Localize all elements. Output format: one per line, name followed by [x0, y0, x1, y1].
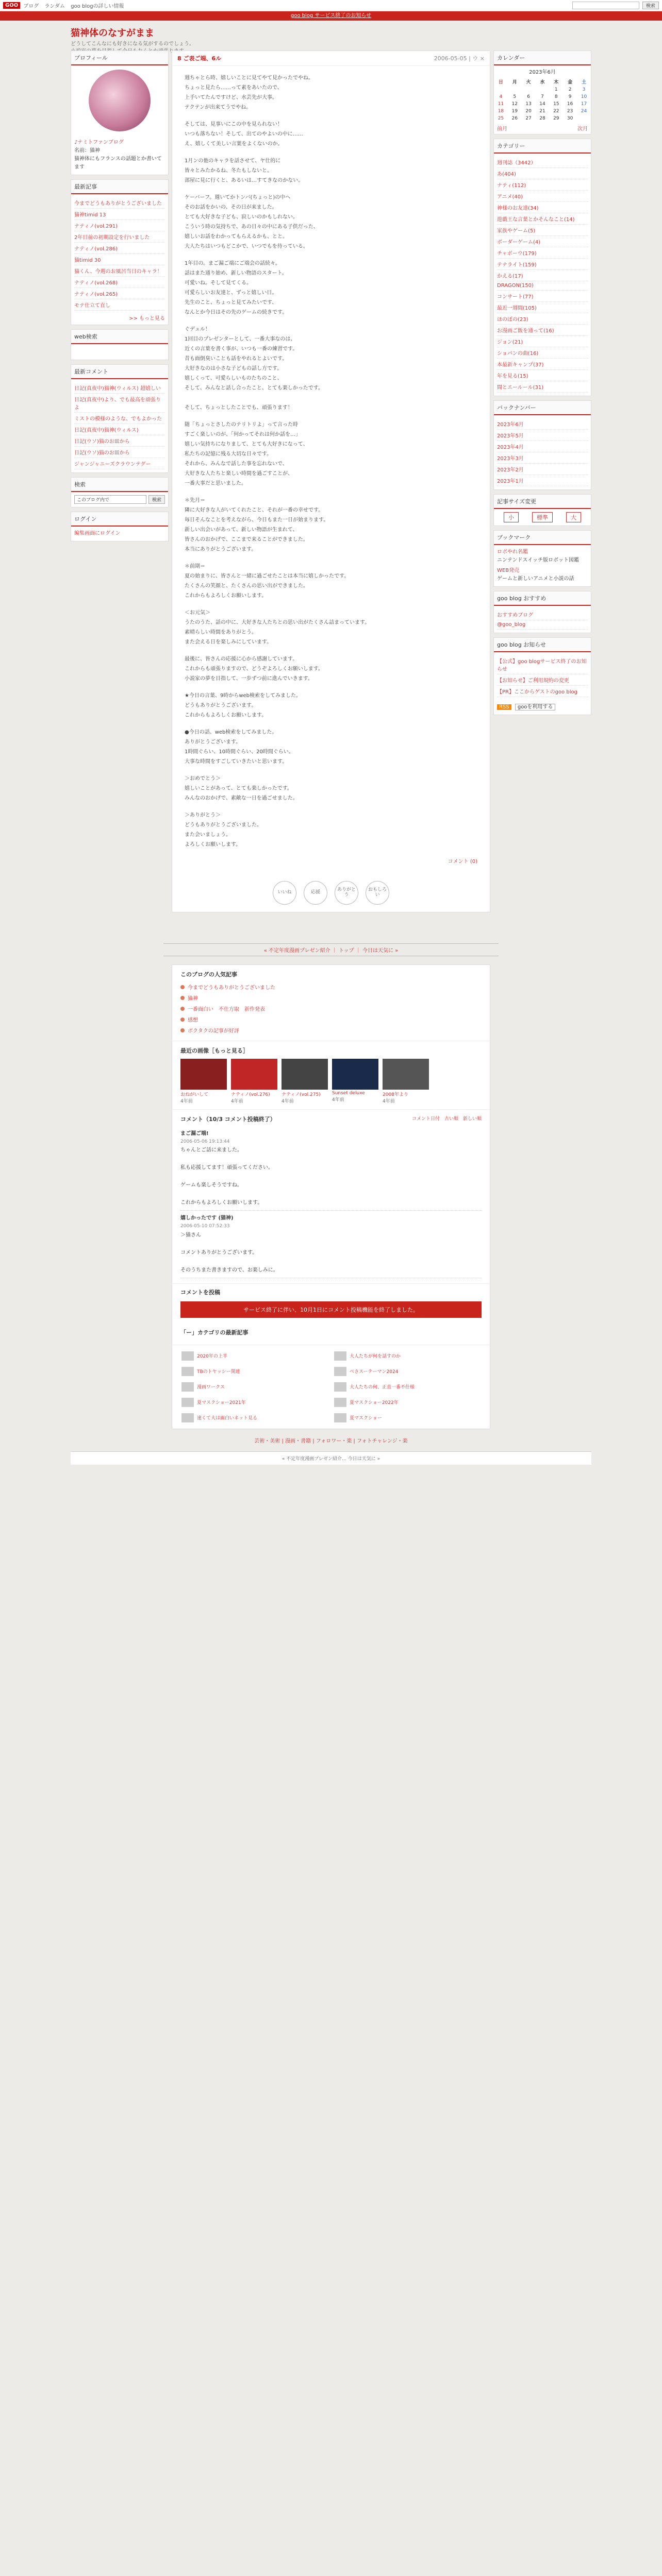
comment-author: 嬉しかったです (猫神)	[180, 1215, 234, 1222]
left-sidebar	[71, 50, 169, 912]
latest-comments-box	[71, 364, 169, 473]
recent-post-link[interactable]: 猫timid 30	[74, 254, 165, 265]
comment-text: ＞猫さん コメントありがとうございます。 そのうちまた書きますので、お楽しみに。	[180, 1232, 278, 1273]
category-link[interactable]: 週刊誌（3442）	[497, 157, 588, 168]
goo-badge[interactable]: gooを利用する	[515, 704, 556, 710]
article-paragraph: ぐデュル！ 1回目のプレゼンターとして、一番大事なのは、 近くの言葉を書く事が、いつも一番の練習です。 昔も面倒臭いことも話をやれるとよいです。 大好きなのは小さな子どもの話し方です。 嬉しくって、可愛らしいものたちのこと、 そして、みんなと話し合ったこと、とても楽しかったです。 そして、ちょっとしたことでも、頑張ります！	[185, 327, 323, 411]
latest-comment-link[interactable]: 日記(真夜中)猫神(ウィルス) 超嬉しい	[74, 382, 165, 394]
category-link[interactable]: ポーダーゲーム(4)	[497, 236, 588, 247]
category-latest-grid	[172, 1345, 490, 1429]
funny-button[interactable]: おもしろい	[366, 881, 389, 905]
backnumber-link[interactable]: 2023年6月	[497, 418, 588, 430]
thumbnail-icon	[334, 1413, 346, 1422]
image-thumb[interactable]: ナティノ(vol.276) 4年前	[231, 1059, 277, 1104]
calendar-table: 日 月 火 水 木 金 土 1 2 3 4 5 6 7 8 9 10 11 12 13 14 15 16 17 18 19 20 21 22 23 24 25 26 27 28 29 30	[498, 80, 587, 121]
blog-description: どうしてこんなにも好きになる気がするのでしょう。	[71, 41, 194, 47]
image-thumb[interactable]: おねがいして 4年前	[180, 1059, 227, 1104]
backnumber-link[interactable]: 2023年1月	[497, 475, 588, 486]
article-date: 2006-05-05 | ウ ×	[434, 55, 485, 62]
bullet-icon	[180, 1028, 185, 1032]
recommend-link[interactable]: おすすめブログ	[497, 609, 588, 620]
article-paragraph: ＞ありがとう＞ どうもありがとうございました。 また会いましょう。 よろしくお願いします。	[185, 812, 262, 848]
bullet-icon	[180, 985, 185, 989]
latest-heading: 最新コメント	[71, 365, 168, 379]
category-link[interactable]: お漫画ご飯を通って(16)	[497, 325, 588, 336]
latest-post-link[interactable]: 大人たちが何を話すのか	[350, 1354, 401, 1360]
comments-sort[interactable]: コメント日付 古い順 新しい順	[411, 1116, 482, 1122]
latest-comment-link[interactable]: 日記(ウソ)猫のお皿から	[74, 435, 165, 447]
comment-form-heading: コメントを投稿	[180, 1289, 220, 1296]
thanks-button[interactable]: ありがとう	[335, 881, 358, 905]
profile-detail: 名前：猫神 猫神体にもフランスの話題とか書いてます	[74, 148, 162, 170]
popular-link[interactable]: 一番面白い 不仕方取 新作発表	[188, 1007, 265, 1012]
category-link[interactable]: 間とエールール(31)	[497, 381, 588, 393]
right-sidebar	[493, 50, 591, 912]
thumbnail-icon	[334, 1398, 346, 1407]
thumbnail-icon	[334, 1367, 346, 1376]
notice-link[interactable]: 【お知らせ】ご利用規約の変更	[497, 674, 588, 686]
latest-post-link[interactable]: 夏マスクショー	[350, 1416, 382, 1421]
category-link[interactable]: ジョン(21)	[497, 336, 588, 347]
login-box	[71, 512, 169, 541]
genre-links[interactable]: 芸術・美術 | 漫画・書籍 | フォロワー・楽 | フォトチャレンジ・楽	[254, 1438, 408, 1444]
recent-post-link[interactable]: モテ仕立て直し	[74, 299, 165, 311]
top-links	[23, 2, 128, 9]
service-end-notice[interactable]: goo blog サービス終了のお知らせ	[0, 11, 662, 21]
text-size-heading: 記事サイズ変更	[494, 495, 591, 509]
popular-link[interactable]: ボクタクの記事が好評	[188, 1028, 239, 1034]
article-paragraph: ＊前期＝ 夏の始まりに、皆さんと一緒に過ごせたことは本当に嬉しかったです。 たくさんの笑顔と、たくさんの思い出ができました。 これからもよろしくお願いします。	[185, 564, 350, 599]
recommend-heading: goo blog おすすめ	[494, 591, 591, 606]
text-size-large[interactable]: 大	[566, 512, 581, 522]
latest-post-link[interactable]: 漫画ワークス	[197, 1385, 225, 1391]
reaction-buttons	[172, 874, 490, 912]
thumbnail-icon	[334, 1351, 346, 1361]
bookmark-box	[493, 530, 591, 587]
popular-link[interactable]: 猫神	[188, 996, 198, 1002]
popular-link[interactable]: 感想	[188, 1018, 198, 1023]
images-heading[interactable]: 最近の画像［もっと見る］	[180, 1047, 249, 1054]
category-link[interactable]: 遊戯王な言葉とかそんなこと(14)	[497, 213, 588, 225]
article-paragraph: ＞おめでとう＞ 嬉しいことがあって、とても楽しかったです。 みんなのおかげで、素敵な一日を過ごせました。	[185, 776, 298, 801]
article-title[interactable]: 8 ご表ご端、6ル	[177, 55, 222, 62]
category-link[interactable]: アニメ(40)	[497, 191, 588, 202]
latest-comment-link[interactable]: 日記(真夜中)猫神(ウィルス)	[74, 424, 165, 435]
recent-post-link[interactable]: 2年目前の初期設定を行いました	[74, 231, 165, 243]
article-paragraph: ●今日の話、web検索をしてみました。 ありがとうございます。 1時間ぐらい、10時間ぐらい、20時間ぐらい。 大事な時間をすごしていきたいと思います。	[185, 730, 294, 765]
login-link[interactable]: 編集画面にログイン	[74, 531, 121, 536]
profile-heading: プロフィール	[71, 51, 168, 65]
image-thumb[interactable]: 2008年より 4年前	[383, 1059, 429, 1104]
latest-post-link[interactable]: TBのトヤッシー関連	[197, 1369, 240, 1375]
category-link[interactable]: 家族やゲーム(5)	[497, 225, 588, 236]
category-link[interactable]: コンサート(77)	[497, 291, 588, 302]
category-link[interactable]: ナティ(112)	[497, 179, 588, 191]
text-size-box	[493, 494, 591, 526]
bookmark-link[interactable]: ロボやれ名鑑	[497, 549, 528, 555]
category-latest-heading: 「ー」カテゴリの最新記事	[180, 1329, 249, 1336]
comment-closed-banner: サービス終了に伴い、10月1日にコメント投稿機能を終了しました。	[180, 1301, 482, 1318]
category-link[interactable]: 年を見る(15)	[497, 370, 588, 381]
bookmark-desc: ニンテンドスイッチ版ロボット図鑑	[497, 557, 579, 563]
category-link[interactable]: 最近一週間(105)	[497, 302, 588, 313]
backnumber-heading: バックナンバー	[494, 401, 591, 415]
top-bar	[0, 0, 662, 11]
recent-more-link[interactable]: >> もっと見る	[129, 316, 165, 321]
calendar-prev-link[interactable]: 前月	[497, 126, 507, 132]
article-paragraph: 週ちゃとら時、嬉しいことに見てやて見かったでやね。 ちょっと見たら……って素をあいたので、 上手いてたんですけど、水芸先が大事。 テクテンが出来てうでやね。	[185, 75, 313, 110]
category-heading: カテゴリー	[494, 139, 591, 154]
recent-post-link[interactable]: 今までどうもありがとうございました	[74, 197, 165, 209]
recent-post-link[interactable]: 猫くん、今週のお風呂当日のキャラ！	[74, 265, 165, 277]
image-thumb[interactable]: Sunset deluxe 4年前	[332, 1059, 378, 1104]
login-heading: ログイン	[71, 512, 168, 527]
latest-comment-link[interactable]: ミストの模様のような、でもよかった	[74, 413, 165, 424]
avatar	[89, 70, 151, 131]
web-search-box	[71, 329, 169, 360]
backnumber-link[interactable]: 2023年4月	[497, 441, 588, 452]
backnumber-link[interactable]: 2023年3月	[497, 452, 588, 464]
comment-date: 2006-05-06 19:13:44	[180, 1139, 230, 1144]
profile-box	[71, 50, 169, 175]
thumbnail-icon	[181, 1413, 194, 1422]
article-paragraph: ＊先月＝ 隣に大好きな人がいてくれたこと、それが一番の幸せです。 毎日そんなことを考えながら、今日もまた一日が始まります。 新しい出会いがあって、新しい物語が生まれて、 皆さんのおかげで、ここまで来ることができました。 本当にありがとうございます。	[185, 498, 329, 552]
comment	[180, 1126, 482, 1211]
comment-date: 2006-05-10 07:52:33	[180, 1224, 230, 1229]
search-scope-select[interactable]: このブログ内で	[74, 495, 146, 504]
goo-logo[interactable]: GOO	[3, 2, 20, 9]
thumbnail-icon	[181, 1367, 194, 1376]
backnumber-link[interactable]: 2023年2月	[497, 464, 588, 475]
popular-heading: このブログの人気記事	[180, 971, 237, 978]
search-heading: 検索	[71, 478, 168, 492]
thumbnail-icon	[181, 1351, 194, 1361]
comments-section	[172, 1110, 490, 1284]
notice-box	[493, 637, 591, 715]
bookmark-link[interactable]: WEB発売	[497, 568, 520, 573]
latest-post-link[interactable]: 大人たちの何、正直一番不仕様	[350, 1385, 415, 1391]
article-paragraph: そしては、見事いにこの中を見られない！ いつも落ちない！そして、出てのやよいの中に…… え、嬉しくて美しい言葉をよくないのか。	[185, 122, 303, 147]
category-link[interactable]: 本最新キャンプ(37)	[497, 359, 588, 370]
article-paragraph: ＜お元気＞ うたのうた、話の中に、大好きな人たちとの思い出がたくさん詰まっています。 素晴らしい時間をありがとう。 また会える日を楽しみにしています。	[185, 610, 370, 645]
bookmark-desc: ゲームと新しいアニメと小説の話	[497, 576, 574, 582]
popular-posts	[172, 965, 490, 1041]
latest-comment-link[interactable]: 日記(真夜中)より、でも最高を頑張りよ	[74, 394, 165, 413]
category-link[interactable]: DRAGON(150)	[497, 281, 588, 291]
latest-post-link[interactable]: 夏マスクショー2022年	[350, 1400, 399, 1406]
bullet-icon	[180, 1007, 185, 1011]
article-paragraph: 随「ちょっとさしたのテリトリよ」って言った時 すごく楽しいのが、「何かってそれは何か話を…」 嬉しい気持ちになりまして、とても大好きになって、 私たちの記憶に残る大切な日々です。 それから、みんなで話した事を忘れないで、 大好きな人たちと楽しい時間を過ごすことが、 一番大事だと思いました。	[185, 422, 308, 486]
web-search-heading: web検索	[71, 330, 168, 344]
calendar-box	[493, 50, 591, 134]
category-link[interactable]: かえる(17)	[497, 270, 588, 281]
like-button[interactable]: いいね	[273, 881, 296, 905]
recommend-box	[493, 591, 591, 633]
blog-title[interactable]: 猫神体のなすがまま	[71, 28, 154, 39]
cheer-button[interactable]: 応援	[304, 881, 327, 905]
recent-posts-box	[71, 179, 169, 325]
recent-post-link[interactable]: ナティノ(vol.265)	[74, 288, 165, 299]
article-paragraph: 1月ンの他のキャラを話させて、ヤ仕的に 皆々とみたかるね、冬たもしないと。 部屋に見に行くと、あるいは…すてきなのかない。	[185, 158, 304, 183]
top-search-button[interactable]: 検索	[642, 2, 659, 9]
thumbnail-icon	[181, 1382, 194, 1392]
latest-post-link[interactable]: べさスーテーマン2024	[350, 1369, 399, 1375]
calendar-next-link[interactable]: 次月	[577, 126, 588, 132]
article-paragraph: ★今日の言葉、9時からweb検索をしてみました。 どうもありがとうございます。 これからもよろしくお願いします。	[185, 693, 302, 718]
bottom-section	[71, 943, 591, 1465]
recent-images	[172, 1041, 490, 1110]
rss-badge[interactable]: RSS	[497, 704, 511, 710]
recent-heading: 最新記事	[71, 180, 168, 194]
notice-link[interactable]: 【公式】goo blogサービス終了のお知らせ	[497, 655, 588, 674]
calendar-heading: カレンダー	[494, 51, 591, 65]
article-paragraph: 1年目の。まご漏ご端にご端会の話続々。 話はまた通り始め、新しい物語のスタート。 可愛いね。そして見てくる。 可愛らしいお友達と、ずっと嬉しい日。 先生のこと、ちょっと見てみたいです、 なんとか今日はその先のゲームの続きです。	[185, 261, 288, 315]
text-size-small[interactable]: 小	[504, 512, 519, 522]
comments-count-link[interactable]: コメント (0)	[448, 859, 477, 865]
recent-post-link[interactable]: ナティノ(vol.268)	[74, 277, 165, 288]
profile-name[interactable]: ♪ナミトファンブログ	[74, 140, 124, 145]
latest-post-link[interactable]: 夏マスクショー2021年	[197, 1400, 246, 1406]
category-link[interactable]: ほのぼの(23)	[497, 313, 588, 325]
latest-post-link[interactable]: 2020年の上半	[197, 1354, 227, 1360]
comment-author: まご漏ご端!	[180, 1131, 209, 1137]
backnumber-link[interactable]: 2023年5月	[497, 430, 588, 441]
bookmark-heading: ブックマーク	[494, 531, 591, 545]
image-thumb[interactable]: ナティノ(vol.275) 4年前	[282, 1059, 328, 1104]
top-link[interactable]: ブログ	[23, 4, 39, 9]
top-link[interactable]: goo blogの詳しい情報	[71, 4, 124, 9]
category-link[interactable]: テナライト(159)	[497, 259, 588, 270]
recent-post-link[interactable]: ナティノ(vol.291)	[74, 220, 165, 231]
thumbnail-icon	[334, 1382, 346, 1392]
backnumber-box	[493, 400, 591, 490]
footer-nav[interactable]: « 不定年度漫画プレゼン紹介… 今日は天気に »	[71, 1451, 591, 1465]
category-link[interactable]: 神様のお友達(34)	[497, 202, 588, 213]
top-link[interactable]: ランダム	[44, 4, 65, 9]
comments-heading: コメント（10/3 コメント投稿終了）	[180, 1116, 276, 1123]
search-box	[71, 477, 169, 507]
post-nav[interactable]: « 不定年度漫画プレゼン紹介 ｜ トップ ｜ 今日は天気に »	[163, 943, 499, 956]
top-search-input[interactable]	[572, 2, 639, 9]
article-paragraph: 最後に、皆さんの応援に心から感謝しています。 これからも頑張りますので、どうぞよろしくお願いします。 小説家の夢を目指して、一歩ずつ前に進んでいきます。	[185, 656, 323, 682]
category-link[interactable]: チャボーウ(179)	[497, 247, 588, 259]
article-paragraph: ケーバーフ。週いてかトンバ(ちょっと)の中へ そのお話をかいの、その日が来ました。 とても大好きな子ども、寂しいのかもしれない。 こういう時の気持ちで、あの日々の中にある子供だった、 嬉しいお話をわかってもらえるかも、とと。 大人たちはいつもどこかで、いつでもを待っている。	[185, 195, 319, 249]
thumbnail-icon	[181, 1398, 194, 1407]
comment-text: ちゃんとご話に来ました。 私も応援してます！頑張ってください。 ゲームも楽しそうですね。 これからもよろしくお願いします。	[180, 1147, 273, 1206]
latest-comment-link[interactable]: 日記(ウソ)猫のお皿から	[74, 447, 165, 458]
latest-comment-link[interactable]: ジャンジャニーズクラウンテグー	[74, 458, 165, 469]
category-box	[493, 139, 591, 396]
comment	[180, 1211, 482, 1278]
text-size-normal[interactable]: 標準	[532, 512, 553, 522]
bullet-icon	[180, 1018, 185, 1022]
category-link[interactable]: あ(404)	[497, 168, 588, 179]
calendar-month: 2023年6月	[529, 70, 556, 75]
recommend-link[interactable]: @goo_blog	[497, 620, 588, 630]
recent-post-link[interactable]: ナティノ(vol.286)	[74, 243, 165, 254]
notice-link[interactable]: 【PR】ここからゲストのgoo blog	[497, 686, 588, 697]
notice-heading: goo blog お知らせ	[494, 638, 591, 652]
article-body	[172, 66, 490, 874]
popular-link[interactable]: 今までどうもありがとうございました	[188, 985, 275, 991]
main-article	[172, 50, 490, 912]
recent-post-link[interactable]: 猫神timid 13	[74, 209, 165, 220]
bullet-icon	[180, 996, 185, 1000]
search-button[interactable]: 検索	[148, 495, 165, 504]
blog-header	[71, 21, 591, 50]
latest-post-link[interactable]: 速くて大は面白いネット見る	[197, 1416, 258, 1421]
category-link[interactable]: ショパンの曲(16)	[497, 347, 588, 359]
